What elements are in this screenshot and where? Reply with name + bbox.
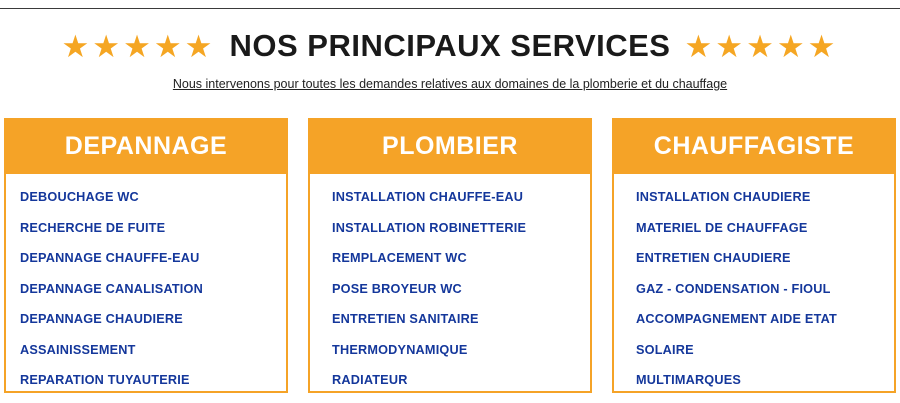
page-title: NOS PRINCIPAUX SERVICES — [229, 28, 671, 63]
list-item[interactable]: DEPANNAGE CHAUDIERE — [20, 312, 183, 326]
list-item[interactable]: MULTIMARQUES — [636, 373, 742, 387]
list-item[interactable]: REPARATION TUYAUTERIE — [20, 373, 190, 387]
list-item[interactable]: SOLAIRE — [636, 342, 694, 357]
list-item[interactable]: REMPLACEMENT WC — [332, 251, 467, 265]
service-card-depannage — [4, 118, 288, 393]
list-item[interactable]: DEPANNAGE CHAUFFE-EAU — [20, 251, 200, 265]
list-item[interactable]: THERMODYNAMIQUE — [332, 342, 468, 357]
page-header — [0, 28, 900, 91]
card-title-chauffagiste: CHAUFFAGISTE — [653, 131, 855, 160]
list-item[interactable]: INSTALLATION ROBINETTERIE — [332, 220, 527, 235]
card-body-chauffagiste — [612, 174, 896, 393]
service-card-plombier — [308, 118, 592, 393]
stars-left-icon: ★★★★★ — [61, 28, 216, 64]
card-body-plombier — [308, 174, 592, 393]
list-item[interactable]: INSTALLATION CHAUDIERE — [636, 190, 811, 204]
page-subtitle: Nous intervenons pour toutes les demandes relatives aux domaines de la plomberie et du chauffage — [172, 77, 728, 91]
list-item[interactable]: MATERIEL DE CHAUFFAGE — [636, 220, 808, 235]
top-divider — [0, 8, 900, 9]
list-item[interactable]: INSTALLATION CHAUFFE-EAU — [332, 190, 524, 204]
card-body-depannage — [4, 174, 288, 393]
list-item[interactable]: DEBOUCHAGE WC — [20, 190, 139, 204]
list-item[interactable]: ASSAINISSEMENT — [20, 342, 136, 357]
card-title-plombier: PLOMBIER — [382, 131, 518, 160]
card-header-plombier — [308, 118, 592, 174]
card-header-depannage — [4, 118, 288, 174]
card-title-depannage: DEPANNAGE — [64, 131, 228, 160]
service-card-chauffagiste — [612, 118, 896, 393]
list-item[interactable]: GAZ - CONDENSATION - FIOUL — [636, 281, 831, 296]
list-item[interactable]: RADIATEUR — [332, 373, 408, 387]
list-item[interactable]: RECHERCHE DE FUITE — [20, 220, 166, 235]
services-columns — [0, 118, 900, 393]
stars-right-icon: ★★★★★ — [684, 28, 839, 64]
list-item[interactable]: ENTRETIEN SANITAIRE — [332, 312, 479, 326]
list-item[interactable]: ENTRETIEN CHAUDIERE — [636, 251, 791, 265]
list-item[interactable]: DEPANNAGE CANALISATION — [20, 281, 203, 296]
list-item[interactable]: ACCOMPAGNEMENT AIDE ETAT — [636, 312, 837, 326]
list-item[interactable]: POSE BROYEUR WC — [332, 281, 462, 296]
title-line — [0, 28, 900, 64]
card-header-chauffagiste — [612, 118, 896, 174]
